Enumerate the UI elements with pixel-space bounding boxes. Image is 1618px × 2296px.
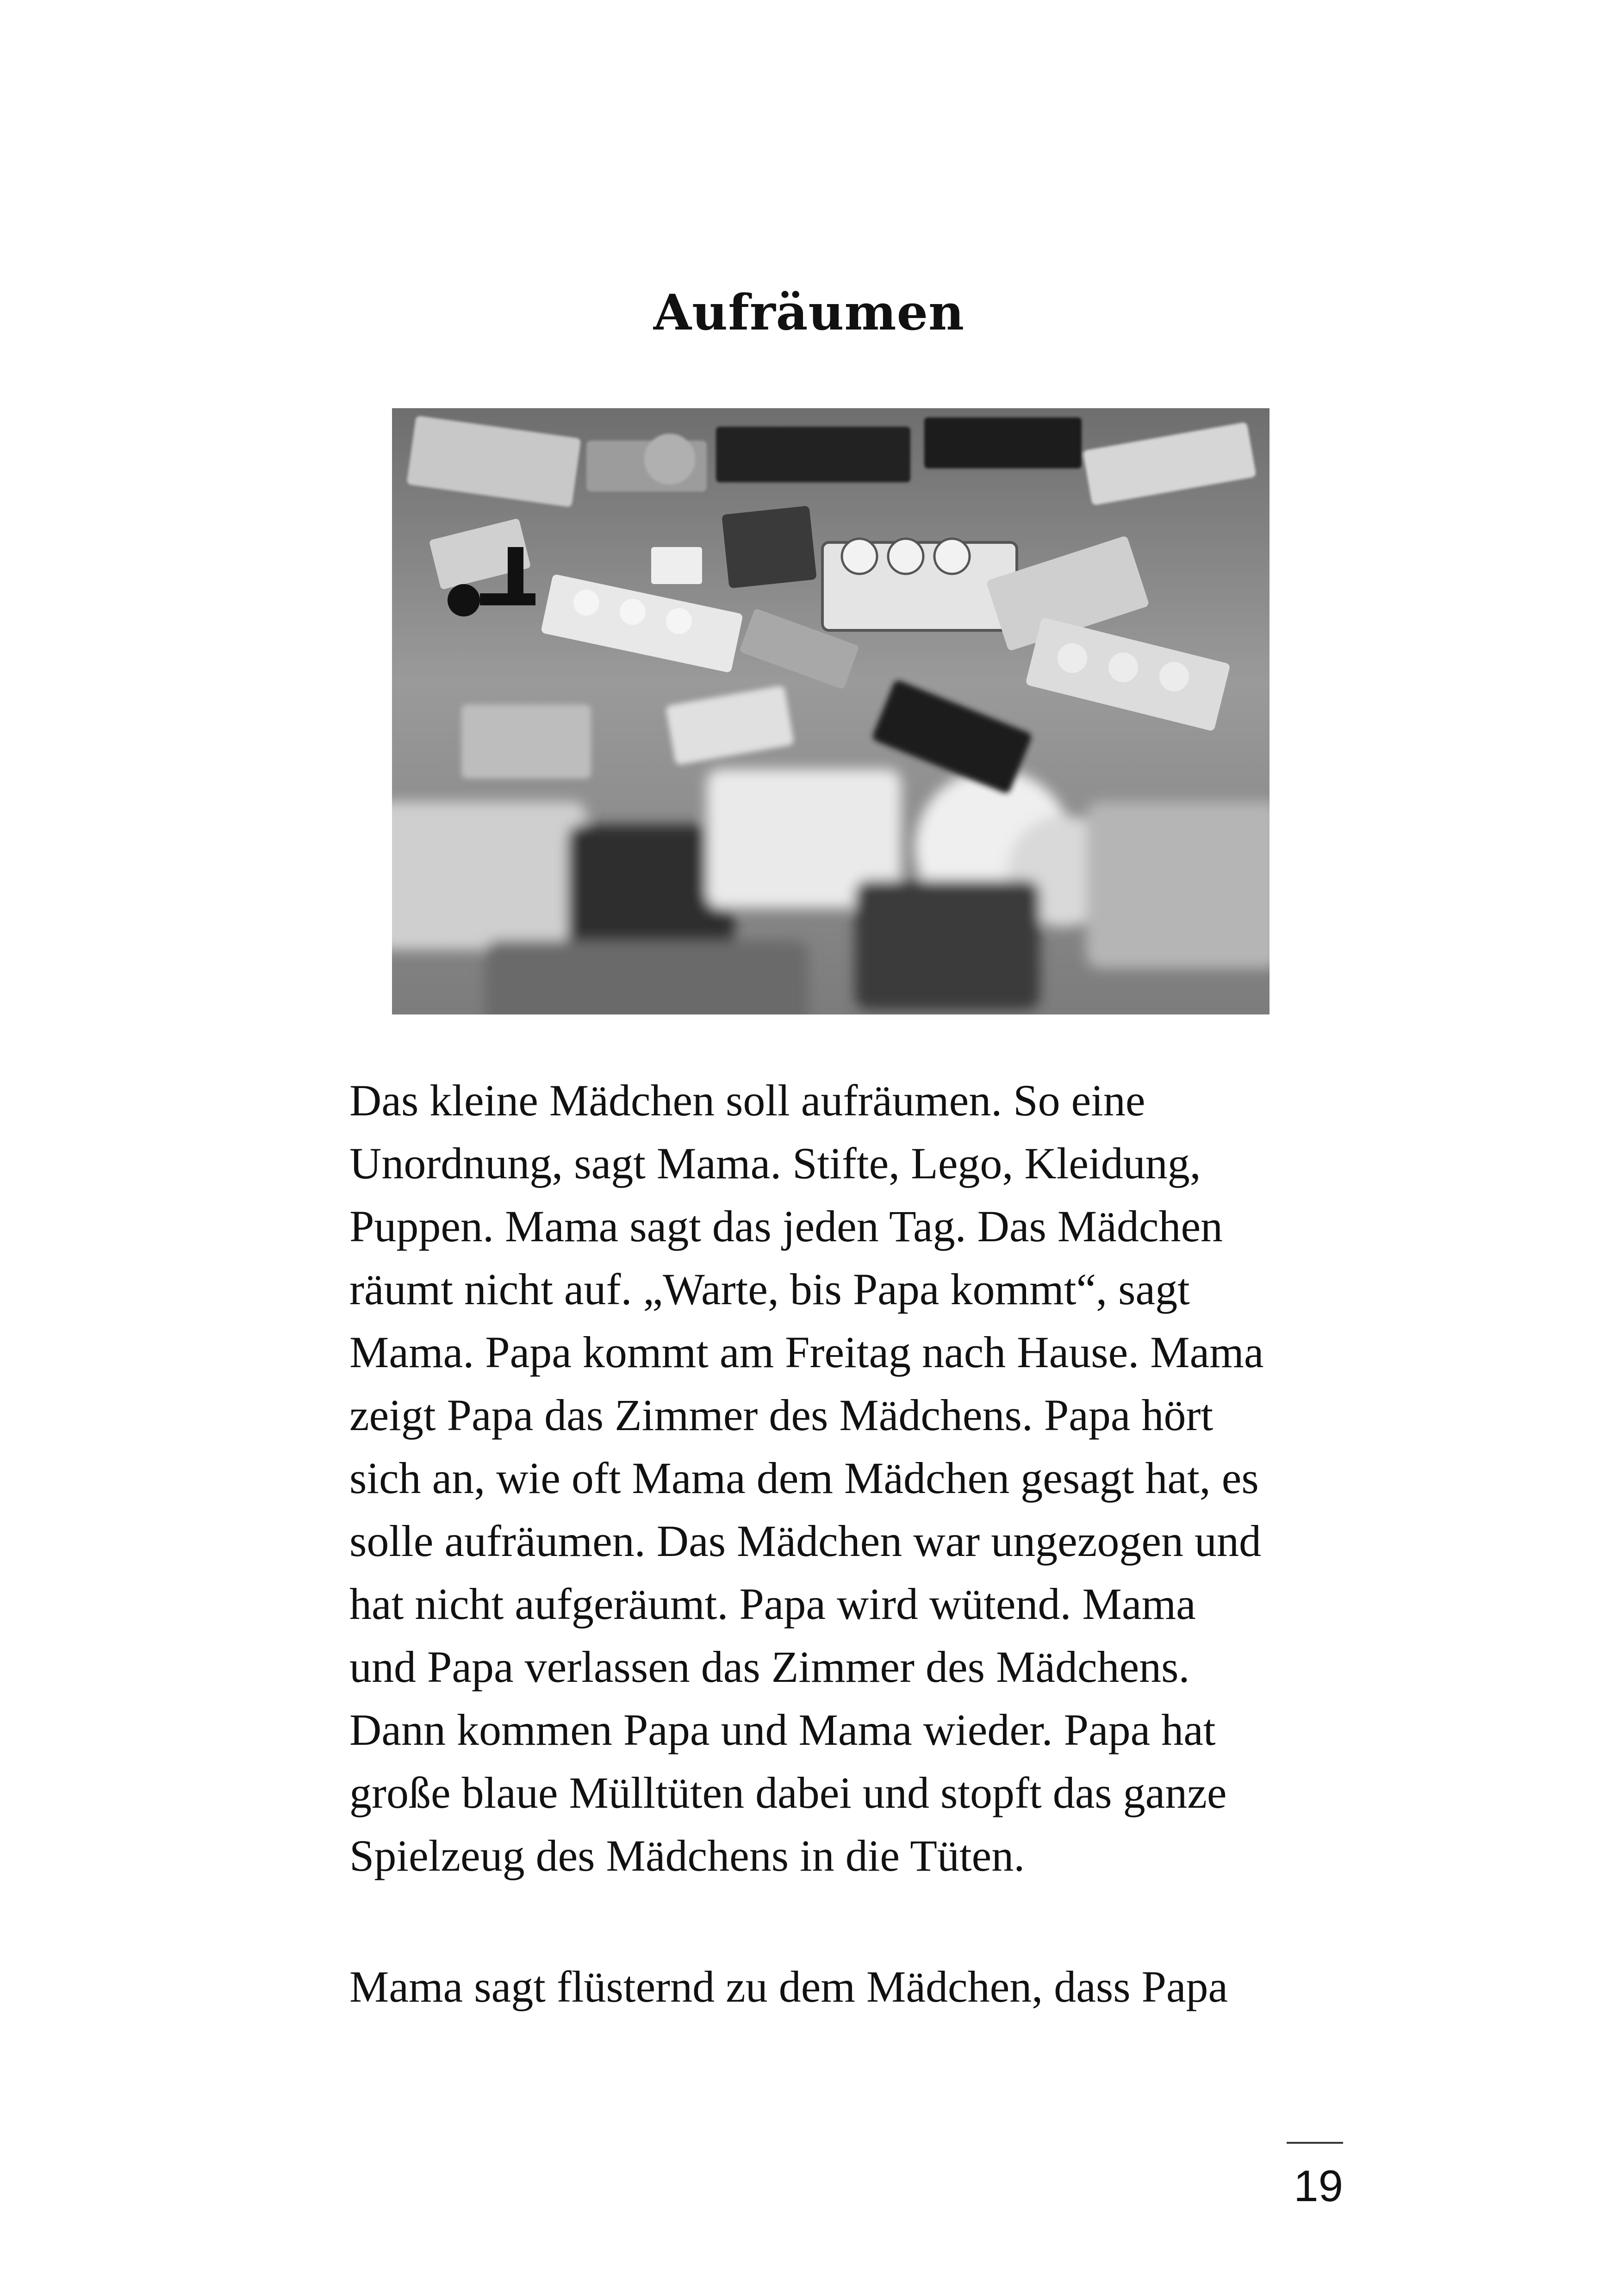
lego-photo-illustration	[392, 408, 1270, 1014]
text-line: Das kleine Mädchen soll aufräumen. So eine	[349, 1076, 1145, 1125]
text-line: Puppen. Mama sagt das jeden Tag. Das Mädchen	[349, 1201, 1223, 1251]
chapter-title: Aufräumen	[653, 283, 965, 341]
text-line: Mama sagt flüsternd zu dem Mädchen, dass Papa	[349, 1962, 1228, 2011]
text-line: und Papa verlassen das Zimmer des Mädchens.	[349, 1642, 1190, 1692]
text-line: Spielzeug des Mädchens in die Tüten.	[349, 1831, 1025, 1880]
paragraph-1	[349, 1069, 1358, 1887]
text-line: Mama. Papa kommt am Freitag nach Hause. Mama	[349, 1327, 1264, 1377]
text-line: hat nicht aufgeräumt. Papa wird wütend. Mama	[349, 1579, 1196, 1629]
text-line: Unordnung, sagt Mama. Stifte, Lego, Kleidung,	[349, 1139, 1201, 1188]
text-line: große blaue Mülltüten dabei und stopft das ganze	[349, 1768, 1227, 1817]
page-number: 19	[1294, 2161, 1343, 2211]
text-line: solle aufräumen. Das Mädchen war ungezogen und	[349, 1516, 1261, 1566]
text-line: zeigt Papa das Zimmer des Mädchens. Papa hört	[349, 1390, 1214, 1440]
text-line: Dann kommen Papa und Mama wieder. Papa hat	[349, 1705, 1216, 1755]
text-line: sich an, wie oft Mama dem Mädchen gesagt hat, es	[349, 1453, 1259, 1503]
paragraph-2	[349, 1955, 1358, 2018]
lego-photo	[392, 408, 1270, 1014]
text-line: räumt nicht auf. „Warte, bis Papa kommt“, sagt	[349, 1264, 1190, 1314]
page-number-rule	[1287, 2142, 1343, 2144]
